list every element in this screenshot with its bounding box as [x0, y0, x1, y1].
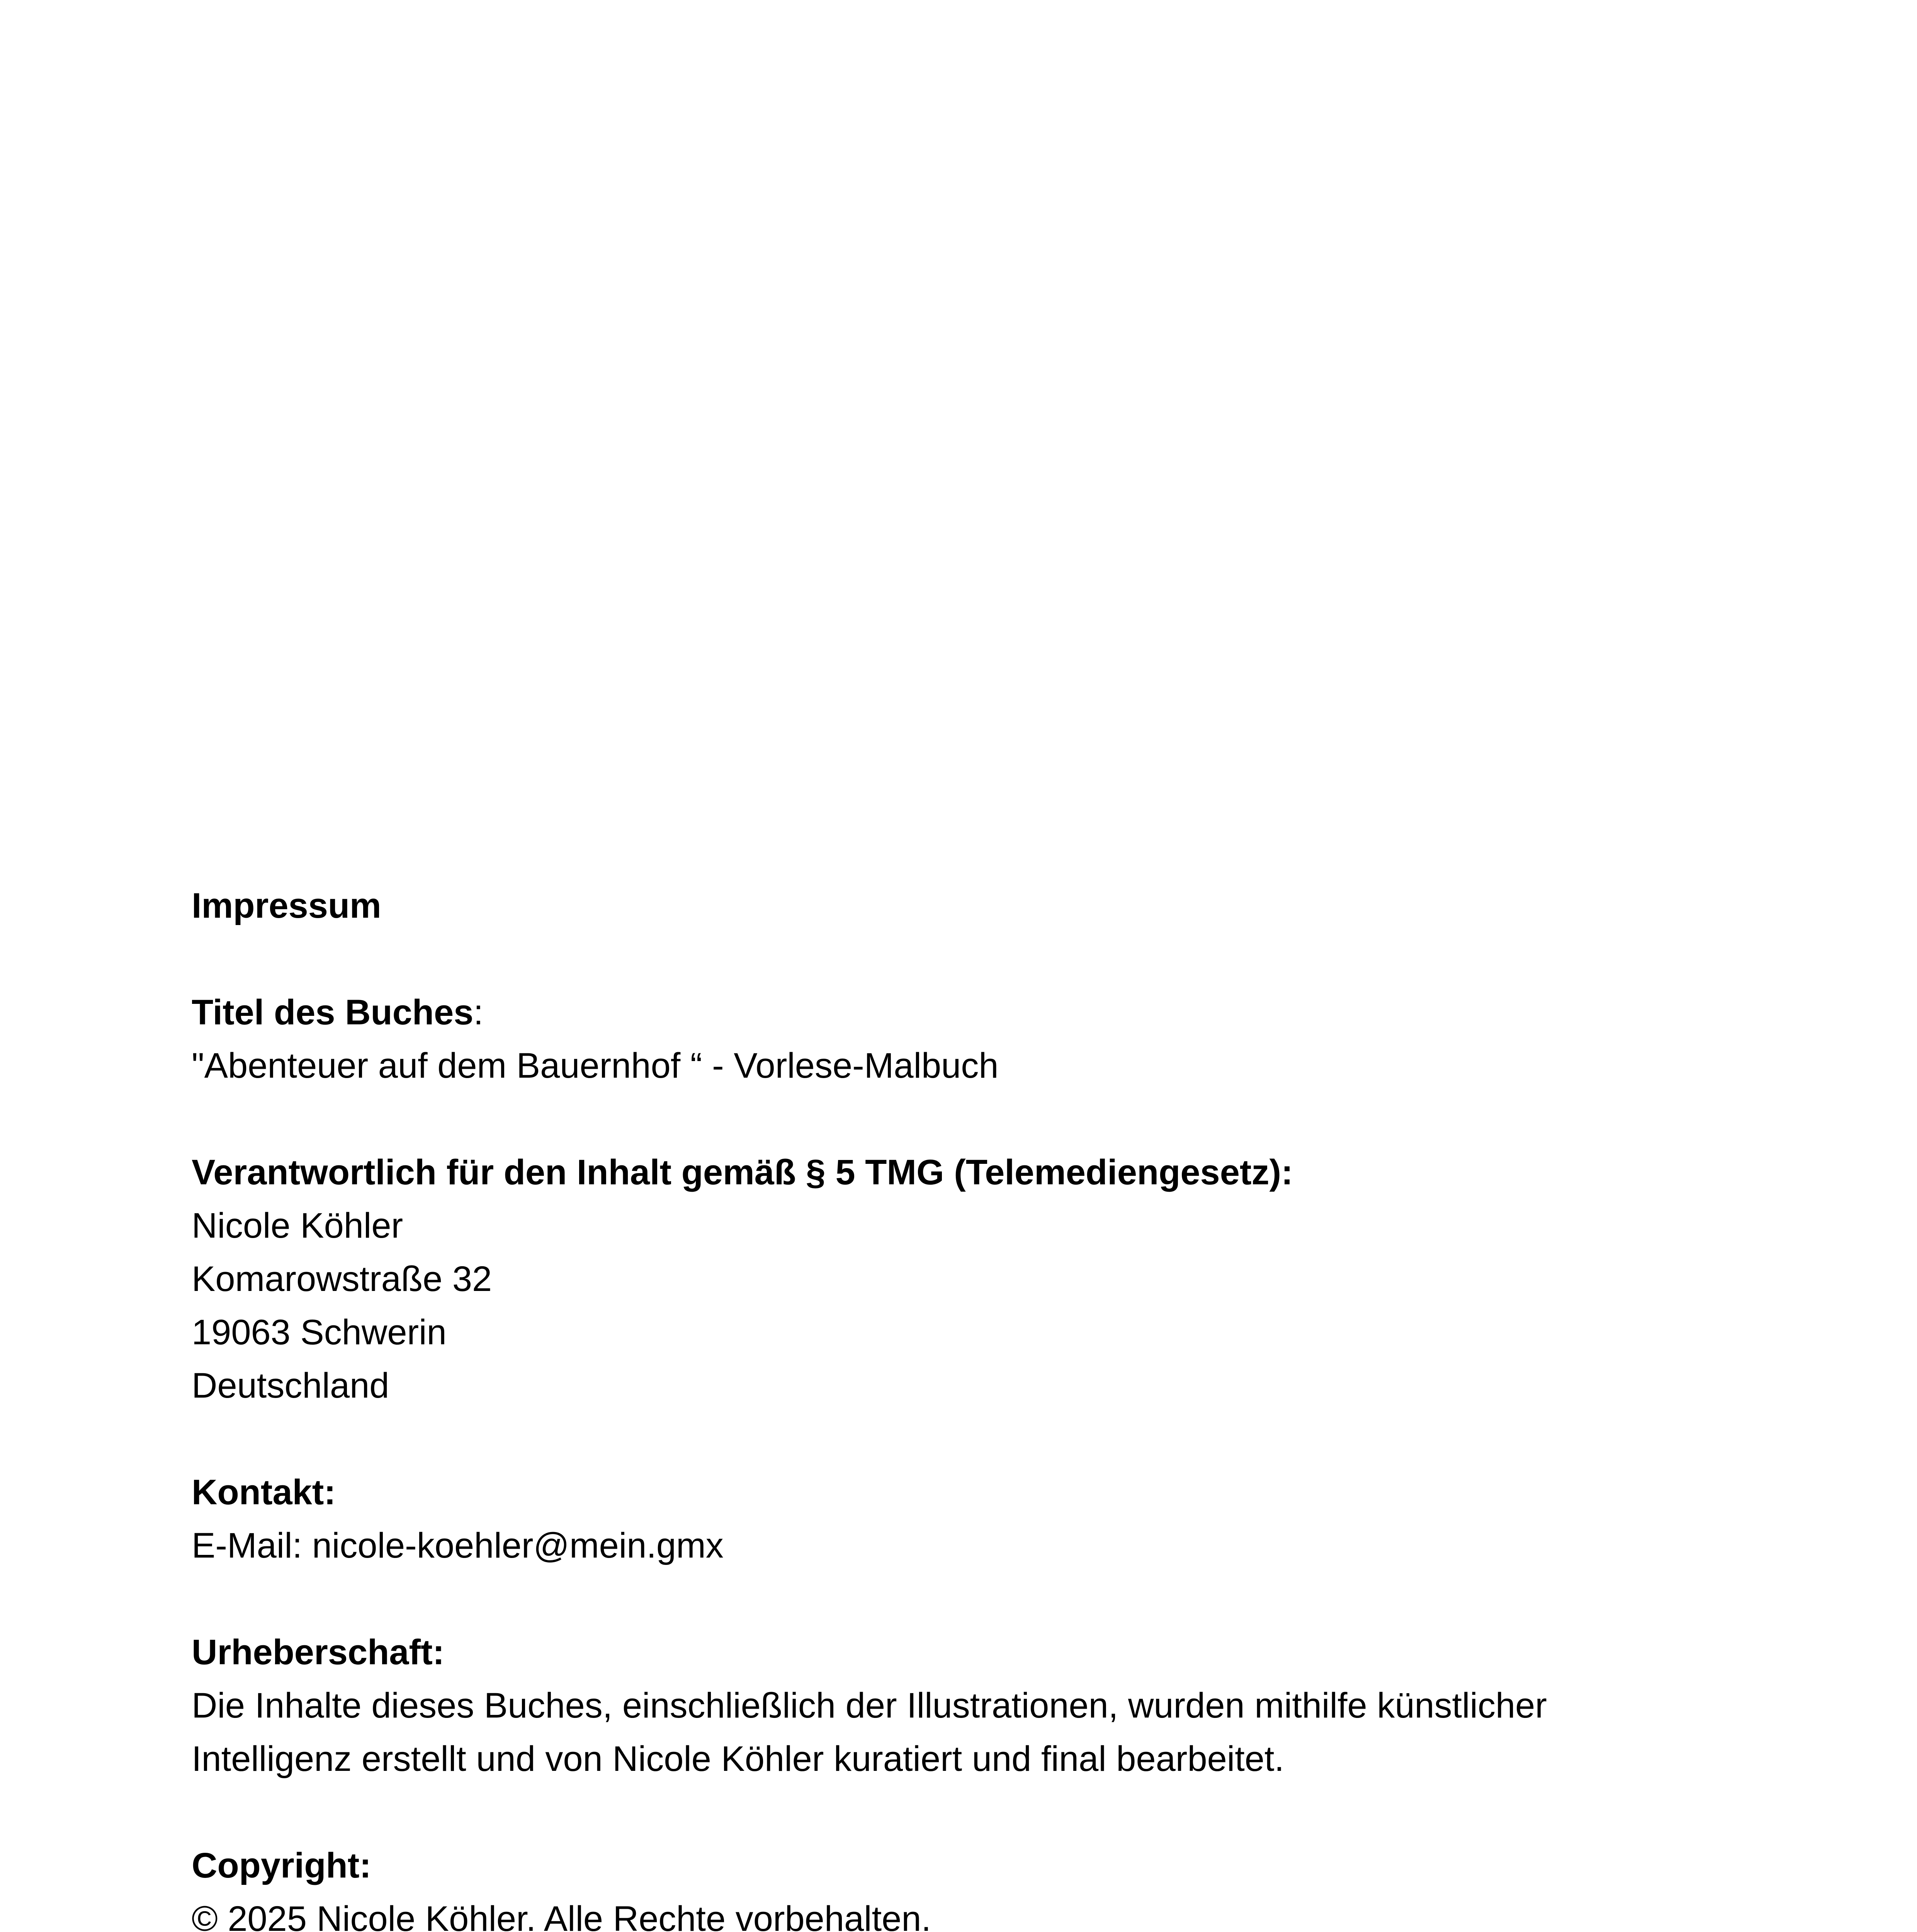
contact-email: E-Mail: nicole-koehler@mein.gmx [192, 1526, 724, 1565]
responsible-city: 19063 Schwerin [192, 1313, 447, 1352]
authorship-line: Die Inhalte dieses Buches, einschließlich der Illustrationen, wurden mithilfe künstlicher [192, 1686, 1547, 1725]
authorship-line: Intelligenz erstellt und von Nicole Köhler kuratiert und final bearbeitet. [192, 1739, 1285, 1779]
spacer [192, 1092, 1776, 1146]
book-title-colon: : [473, 993, 484, 1032]
copyright-heading: Copyright: [192, 1846, 372, 1885]
book-title-label-line [192, 986, 1776, 1039]
book-title-label: Titel des Buches [192, 993, 474, 1032]
spacer [192, 932, 1776, 986]
responsible-street: Komarowstraße 32 [192, 1259, 492, 1299]
spacer [192, 1412, 1776, 1466]
impressum-heading: Impressum [192, 886, 381, 925]
book-title-value: "Abenteuer auf dem Bauernhof “ - Vorlese-Malbuch [192, 1046, 999, 1085]
contact-heading: Kontakt: [192, 1473, 336, 1512]
responsible-country: Deutschland [192, 1366, 389, 1405]
spacer [192, 1786, 1776, 1839]
copyright-notice: © 2025 Nicole Köhler. Alle Rechte vorbehalten. [192, 1899, 931, 1932]
spacer [192, 1572, 1776, 1626]
responsible-heading: Verantwortlich für den Inhalt gemäß § 5 TMG (Telemediengesetz): [192, 1153, 1293, 1192]
authorship-heading: Urheberschaft: [192, 1633, 445, 1672]
responsible-name: Nicole Köhler [192, 1206, 403, 1245]
impressum-content [192, 879, 1776, 1932]
